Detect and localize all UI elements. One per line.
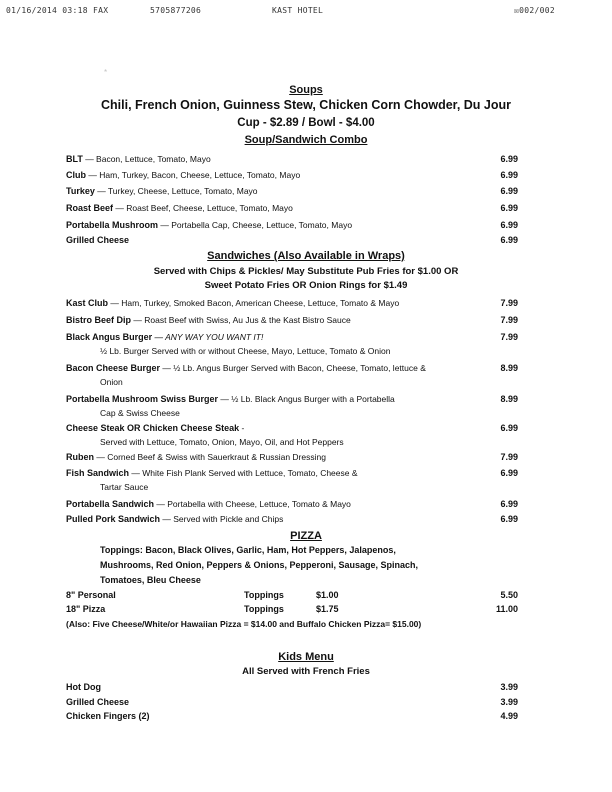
item-price: 6.99 xyxy=(500,203,518,213)
kids-sub: All Served with French Fries xyxy=(242,666,370,677)
item-name: Portabella Sandwich xyxy=(66,499,155,509)
pizza-toppings-3: Tomatoes, Bleu Cheese xyxy=(100,575,201,585)
sandwich-item xyxy=(66,363,426,373)
item-name: Turkey xyxy=(66,186,95,196)
item-desc: — Ham, Turkey, Smoked Bacon, American Cheese, Lettuce, Tomato & Mayo xyxy=(108,298,400,308)
sandwich-item xyxy=(66,452,326,462)
item-desc-line2: Cap & Swiss Cheese xyxy=(100,408,180,418)
item-desc: — Served with Pickle and Chips xyxy=(160,514,284,524)
fax-sender: KAST HOTEL xyxy=(272,6,324,15)
item-name: Fish Sandwich xyxy=(66,468,130,478)
item-price: 6.99 xyxy=(500,170,518,180)
item-desc: — ½ Lb. Angus Burger Served with Bacon, Cheese, Tomato, lettuce & xyxy=(160,363,426,373)
item-price: 6.99 xyxy=(500,468,518,478)
item-desc-line2: ½ Lb. Burger Served with or without Cheese, Mayo, Lettuce, Tomato & Onion xyxy=(100,346,391,356)
item-desc-line2: Onion xyxy=(100,377,123,387)
soups-title: Soups xyxy=(289,84,323,96)
item-desc-line2: Served with Lettuce, Tomato, Onion, Mayo, Oil, and Hot Peppers xyxy=(100,437,344,447)
soups-price: Cup - $2.89 / Bowl - $4.00 xyxy=(237,117,375,129)
item-desc: - xyxy=(239,423,245,433)
sandwiches-sub-2: Sweet Potato Fries OR Onion Rings for $1.49 xyxy=(204,280,408,291)
item-price: 6.99 xyxy=(500,186,518,196)
combo-item xyxy=(66,186,258,196)
kids-item-name: Grilled Cheese xyxy=(66,697,130,707)
item-price: 6.99 xyxy=(500,499,518,509)
sandwiches-title: Sandwiches (Also Available in Wraps) xyxy=(207,250,405,262)
sandwiches-sub-1: Served with Chips & Pickles/ May Substitute Pub Fries for $1.00 OR xyxy=(153,266,459,277)
item-name: Portabella Mushroom xyxy=(66,220,159,230)
sandwich-item xyxy=(66,332,263,342)
item-desc: — Turkey, Cheese, Lettuce, Tomato, Mayo xyxy=(94,186,258,196)
pizza-toppings-2: Mushrooms, Red Onion, Peppers & Onions, Pepperoni, Sausage, Spinach, xyxy=(100,560,419,570)
kids-title: Kids Menu xyxy=(278,651,334,663)
item-name: Ruben xyxy=(66,452,94,462)
item-price: 7.99 xyxy=(500,332,518,342)
item-desc: — Roast Beef with Swiss, Au Jus & the Kast Bistro Sauce xyxy=(131,315,351,325)
item-desc: — Portabella with Cheese, Lettuce, Tomato & Mayo xyxy=(154,499,351,509)
item-desc: — Roast Beef, Cheese, Lettuce, Tomato, Mayo xyxy=(113,203,293,213)
item-price: 8.99 xyxy=(500,363,518,373)
fax-page: ☒002/002 xyxy=(514,6,555,15)
sandwich-item xyxy=(66,298,399,308)
kids-item-name: Chicken Fingers (2) xyxy=(66,711,150,721)
pizza-size-name: 8" Personal xyxy=(66,590,116,600)
item-name: Club xyxy=(66,170,86,180)
item-desc: — Portabella Cap, Cheese, Lettuce, Tomato, Mayo xyxy=(158,220,353,230)
item-name: Portabella Mushroom Swiss Burger xyxy=(66,394,219,404)
item-price: 7.99 xyxy=(500,298,518,308)
pizza-toppings-label: Toppings xyxy=(244,604,284,614)
item-desc-line2: Tartar Sauce xyxy=(100,482,149,492)
item-price: 4.99 xyxy=(500,711,518,721)
fax-datetime: 01/16/2014 03:18 FAX xyxy=(6,6,109,15)
item-name: Pulled Pork Sandwich xyxy=(66,514,161,524)
item-name: Black Angus Burger xyxy=(66,332,153,342)
item-desc: — Corned Beef & Swiss with Sauerkraut & Russian Dressing xyxy=(94,452,326,462)
item-name: Bacon Cheese Burger xyxy=(66,363,161,373)
item-name: Roast Beef xyxy=(66,203,114,213)
pizza-title: PIZZA xyxy=(290,530,322,542)
item-desc: — White Fish Plank Served with Lettuce, Tomato, Cheese & xyxy=(129,468,358,478)
fax-number: 5705877206 xyxy=(150,6,202,15)
item-price: 3.99 xyxy=(500,697,518,707)
item-name: BLT xyxy=(66,154,83,164)
item-name: Grilled Cheese xyxy=(66,235,130,245)
pizza-topping-price: $1.75 xyxy=(316,604,339,614)
item-name: Cheese Steak OR Chicken Cheese Steak xyxy=(66,423,240,433)
item-price: 6.99 xyxy=(500,220,518,230)
sandwich-item xyxy=(66,423,244,433)
item-desc: — ANY WAY YOU WANT IT! xyxy=(152,332,264,342)
item-desc: — Bacon, Lettuce, Tomato, Mayo xyxy=(82,154,211,164)
sandwich-item xyxy=(66,499,351,509)
item-price: 6.99 xyxy=(500,423,518,433)
sandwich-item xyxy=(66,468,358,478)
scan-smudge: * xyxy=(104,68,109,77)
pizza-note: (Also: Five Cheese/White/or Hawaiian Pizza = $14.00 and Buffalo Chicken Pizza= $15.00) xyxy=(66,619,422,629)
pizza-size-name: 18" Pizza xyxy=(66,604,106,614)
pizza-topping-price: $1.00 xyxy=(316,590,339,600)
combo-title: Soup/Sandwich Combo xyxy=(244,134,368,146)
sandwich-item xyxy=(66,315,351,325)
item-desc: — Ham, Turkey, Bacon, Cheese, Lettuce, Tomato, Mayo xyxy=(86,170,301,180)
combo-item xyxy=(66,154,211,164)
item-price: 8.99 xyxy=(500,394,518,404)
item-price: 6.99 xyxy=(500,514,518,524)
combo-item xyxy=(66,170,300,180)
item-price: 3.99 xyxy=(500,682,518,692)
kids-item-name: Hot Dog xyxy=(66,682,101,692)
item-name: Bistro Beef Dip xyxy=(66,315,132,325)
pizza-toppings-label: Toppings xyxy=(244,590,284,600)
item-price: 7.99 xyxy=(500,452,518,462)
combo-item xyxy=(66,220,352,230)
combo-item xyxy=(66,235,129,245)
sandwich-item xyxy=(66,514,283,524)
item-price: 6.99 xyxy=(500,154,518,164)
item-price: 7.99 xyxy=(500,315,518,325)
sandwich-item xyxy=(66,394,395,404)
pizza-size-price: 11.00 xyxy=(495,604,518,614)
pizza-size-price: 5.50 xyxy=(500,590,518,600)
combo-item xyxy=(66,203,293,213)
item-desc: — ½ Lb. Black Angus Burger with a Portabella xyxy=(218,394,395,404)
pizza-toppings-1: Toppings: Bacon, Black Olives, Garlic, Ham, Hot Peppers, Jalapenos, xyxy=(100,545,396,555)
soups-list: Chili, French Onion, Guinness Stew, Chicken Corn Chowder, Du Jour xyxy=(101,98,511,112)
item-price: 6.99 xyxy=(500,235,518,245)
item-name: Kast Club xyxy=(66,298,109,308)
